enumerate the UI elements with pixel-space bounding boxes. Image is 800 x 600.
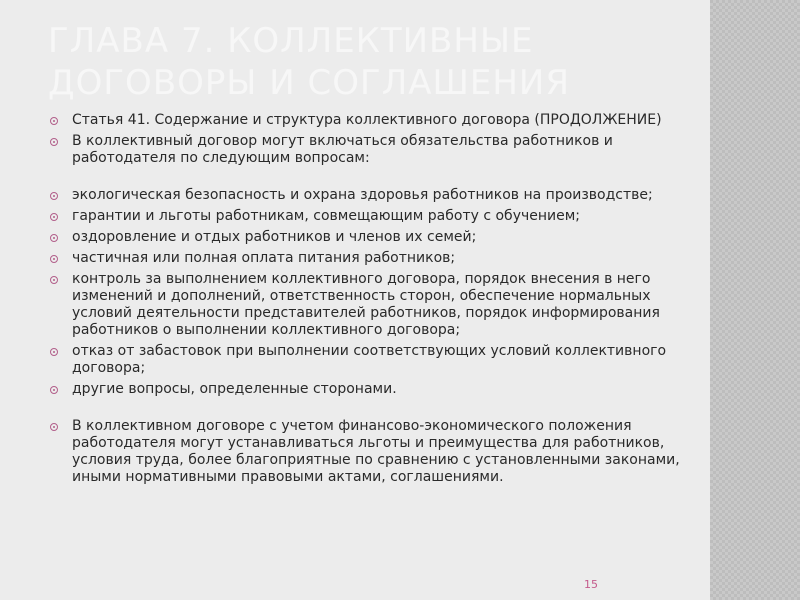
list-item xyxy=(50,271,705,339)
bullet-icon xyxy=(50,276,58,284)
bullet-icon xyxy=(50,192,58,200)
list-item xyxy=(50,133,705,167)
bullet-icon xyxy=(50,423,58,431)
bullet-icon xyxy=(50,255,58,263)
bullet-icon xyxy=(50,234,58,242)
bullet-list xyxy=(50,112,705,490)
list-item xyxy=(50,343,705,377)
bullet-icon xyxy=(50,348,58,356)
list-item-text: В коллективный договор могут включаться обязательства работников и работодателя по следующим вопросам: xyxy=(72,133,613,166)
list-item-text: частичная или полная оплата питания работников; xyxy=(72,250,456,266)
bullet-icon xyxy=(50,138,58,146)
list-item xyxy=(50,187,705,204)
list-item-text: Статья 41. Содержание и структура коллективного договора (ПРОДОЛЖЕНИЕ) xyxy=(72,112,662,128)
list-item xyxy=(50,229,705,246)
list-item xyxy=(50,381,705,398)
list-item xyxy=(50,250,705,267)
list-item xyxy=(50,112,705,129)
list-item-text: контроль за выполнением коллективного договора, порядок внесения в него изменений и дополнений, ответственность сторон, обеспечение нормальных условий деятельности представителей работников, порядок информирования работников о выполнении коллективного договора; xyxy=(72,271,660,338)
list-item-text: другие вопросы, определенные сторонами. xyxy=(72,381,397,397)
bullet-icon xyxy=(50,213,58,221)
list-item xyxy=(50,418,705,486)
page-number: 15 xyxy=(584,578,598,591)
list-item-text: экологическая безопасность и охрана здоровья работников на производстве; xyxy=(72,187,653,203)
list-item-text: гарантии и льготы работникам, совмещающим работу с обучением; xyxy=(72,208,581,224)
list-item xyxy=(50,208,705,225)
slide-title: ГЛАВА 7. КОЛЛЕКТИВНЫЕ ДОГОВОРЫ И СОГЛАШЕНИЯ xyxy=(48,21,570,103)
list-item-text: В коллективном договоре с учетом финансово-экономического положения работодателя могут устанавливаться льготы и преимущества для работников, условия труда, более благоприятные по сравнению с установленными законами, иными нормативными правовыми актами, соглашениями. xyxy=(72,418,680,485)
list-item-text: оздоровление и отдых работников и членов их семей; xyxy=(72,229,477,245)
list-item-text: отказ от забастовок при выполнении соответствующих условий коллективного договора; xyxy=(72,343,667,376)
bullet-icon xyxy=(50,117,58,125)
bullet-icon xyxy=(50,386,58,394)
decorative-side-band xyxy=(710,0,800,600)
